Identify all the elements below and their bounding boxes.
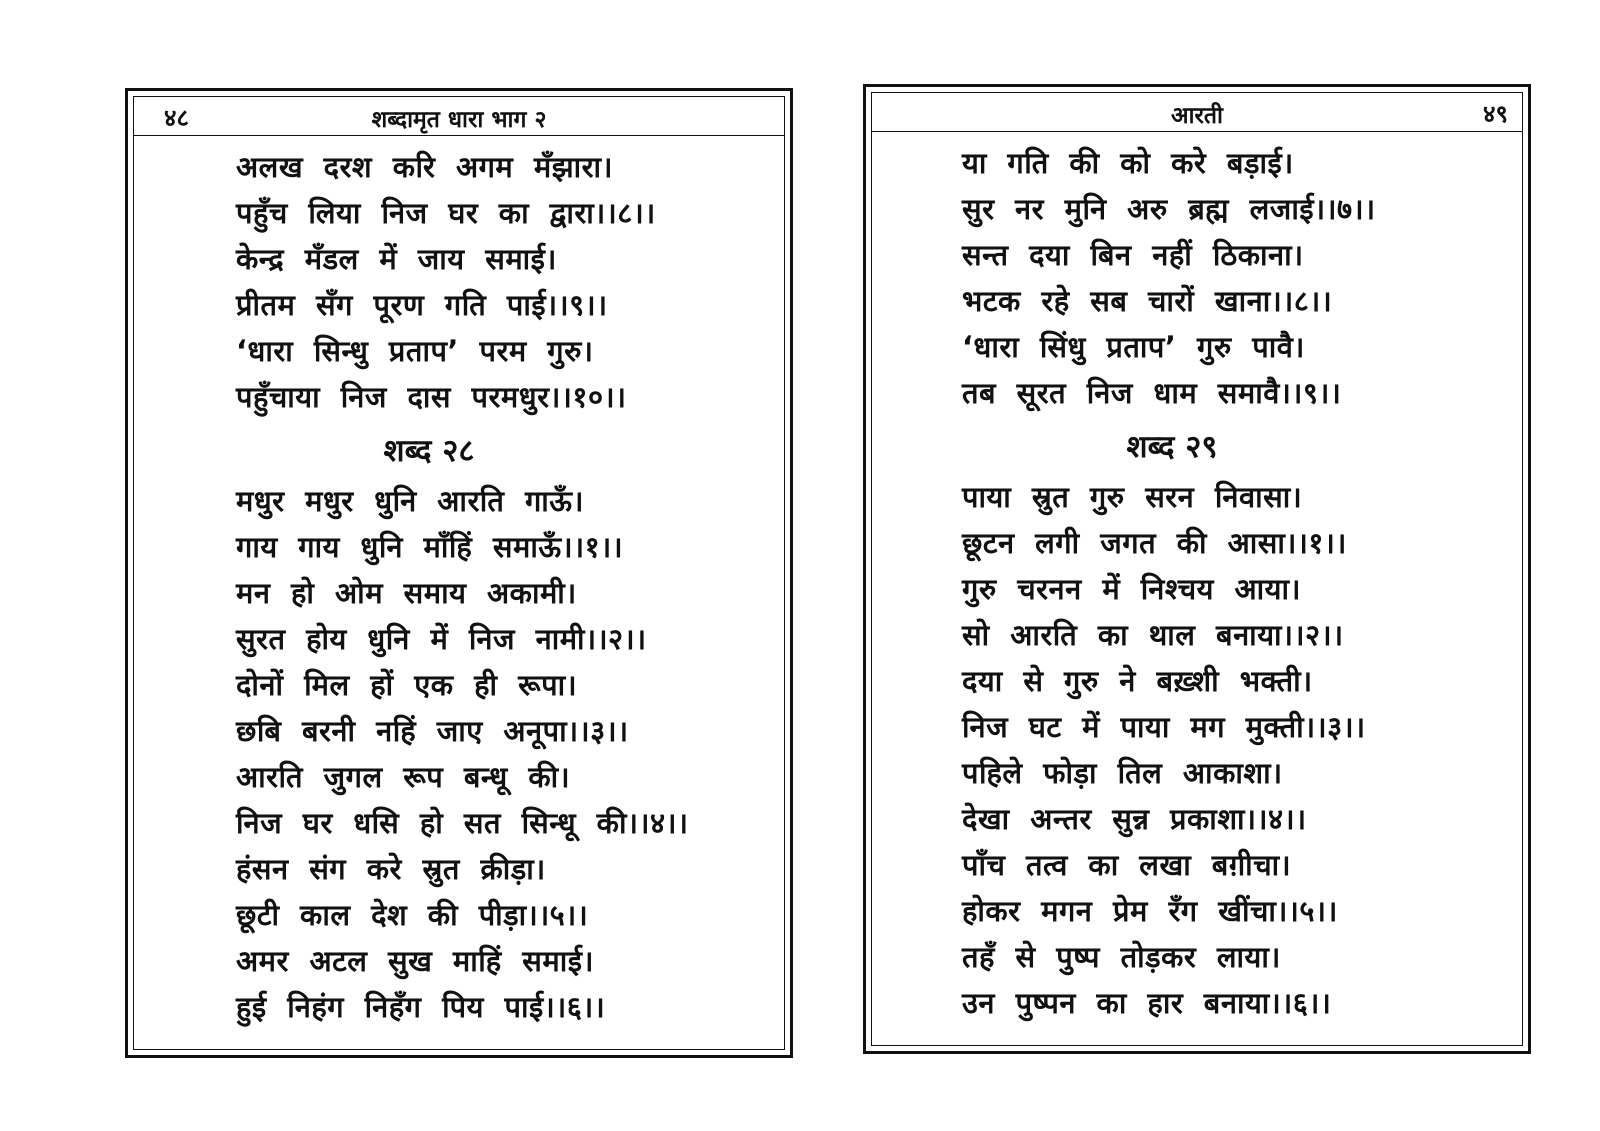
verse-line: हंसन संग करे स्रुत क्रीड़ा। (236, 852, 546, 886)
left-page (125, 88, 793, 1058)
verse-line: दोनों मिल हों एक ही रूपा। (236, 668, 578, 702)
verse-line: मन हो ओम समाय अकामी। (236, 576, 577, 610)
verse-line: सन्त दया बिन नहीं ठिकाना। (962, 238, 1304, 272)
verse-line: तब सूरत निज धाम समावै।।९।। (962, 376, 1342, 410)
verse-line: आरति जुगल रूप बन्धू की। (236, 760, 571, 794)
verse-line: सो आरति का थाल बनाया।।२।। (962, 618, 1344, 652)
verse-line: छबि बरनी नहिं जाए अनूपा।।३।। (236, 714, 629, 748)
verse-line: उन पुष्पन का हार बनाया।।६।। (962, 986, 1332, 1020)
right-page-header-title: आरती (1171, 103, 1223, 129)
verse-line: या गति की को करे बड़ाई। (962, 146, 1294, 180)
verse-line: पाया स्रुत गुरु सरन निवासा। (962, 480, 1303, 514)
left-page-header-title: शब्दामृत धारा भाग २ (371, 107, 547, 133)
verse-line: ‘धारा सिंधु प्रताप’ गुरु पावै। (962, 330, 1305, 364)
verse-line: केन्द्र मँडल में जाय समाई। (236, 242, 557, 276)
verse-line: गाय गाय धुनि माँहिं समाऊँ।।१।। (236, 530, 624, 564)
verse-line: पहिले फोड़ा तिल आकाशा। (962, 756, 1283, 790)
verse-line: गुरु चरनन में निश्चय आया। (962, 572, 1301, 606)
verse-line: हुई निहंग निहँग पिय पाई।।६।। (236, 990, 606, 1024)
verse-line: दया से गुरु ने बख़्शी भक्ती। (962, 664, 1313, 698)
verse-line: होकर मगन प्रेम रँग खींचा।।५।। (962, 894, 1338, 928)
section-heading: शब्द २८ (383, 433, 475, 469)
verse-line: सुर नर मुनि अरु ब्रह्म लजाई।।७।। (962, 192, 1376, 226)
left-page-number: ४८ (164, 104, 189, 132)
verse-line: निज घर धसि हो सत सिन्धू की।।४।। (236, 806, 689, 840)
verse-line: प्रीतम सँग पूरण गति पाई।।९।। (236, 288, 608, 322)
verse-line: छूटन लगी जगत की आसा।।१।। (962, 526, 1347, 560)
right-page-number: ४९ (1483, 100, 1508, 128)
verse-line: छूटी काल देश की पीड़ा।।५।। (236, 898, 589, 932)
verse-line: पाँच तत्व का लखा बग़ीचा। (962, 848, 1292, 882)
verse-line: पहुँच लिया निज घर का द्वारा।।८।। (236, 196, 656, 230)
verse-line: निज घट में पाया मग मुक्ती।।३।। (962, 710, 1366, 744)
verse-line: पहुँचाया निज दास परमधुर।।१०।। (236, 380, 627, 414)
right-page (863, 84, 1531, 1054)
left-page-header (134, 97, 784, 136)
right-page-frame (871, 92, 1523, 1046)
verse-line: अलख दरश करि अगम मँझारा। (236, 150, 614, 184)
verse-line: तहँ से पुष्प तोड़कर लाया। (962, 940, 1281, 974)
verse-line: अमर अटल सुख माहिं समाई। (236, 944, 594, 978)
verse-line: देखा अन्तर सुन्न प्रकाशा।।४।। (962, 802, 1307, 836)
right-page-header (872, 93, 1522, 132)
verse-line: भटक रहे सब चारों खाना।।८।। (962, 284, 1333, 318)
verse-line: ‘धारा सिन्धु प्रताप’ परम गुरु। (236, 334, 594, 368)
verse-line: मधुर मधुर धुनि आरति गाऊँ। (236, 484, 585, 518)
section-heading: शब्द २९ (1126, 429, 1218, 465)
verse-line: सुरत होय धुनि में निज नामी।।२।। (236, 622, 647, 656)
left-page-frame (133, 96, 785, 1050)
